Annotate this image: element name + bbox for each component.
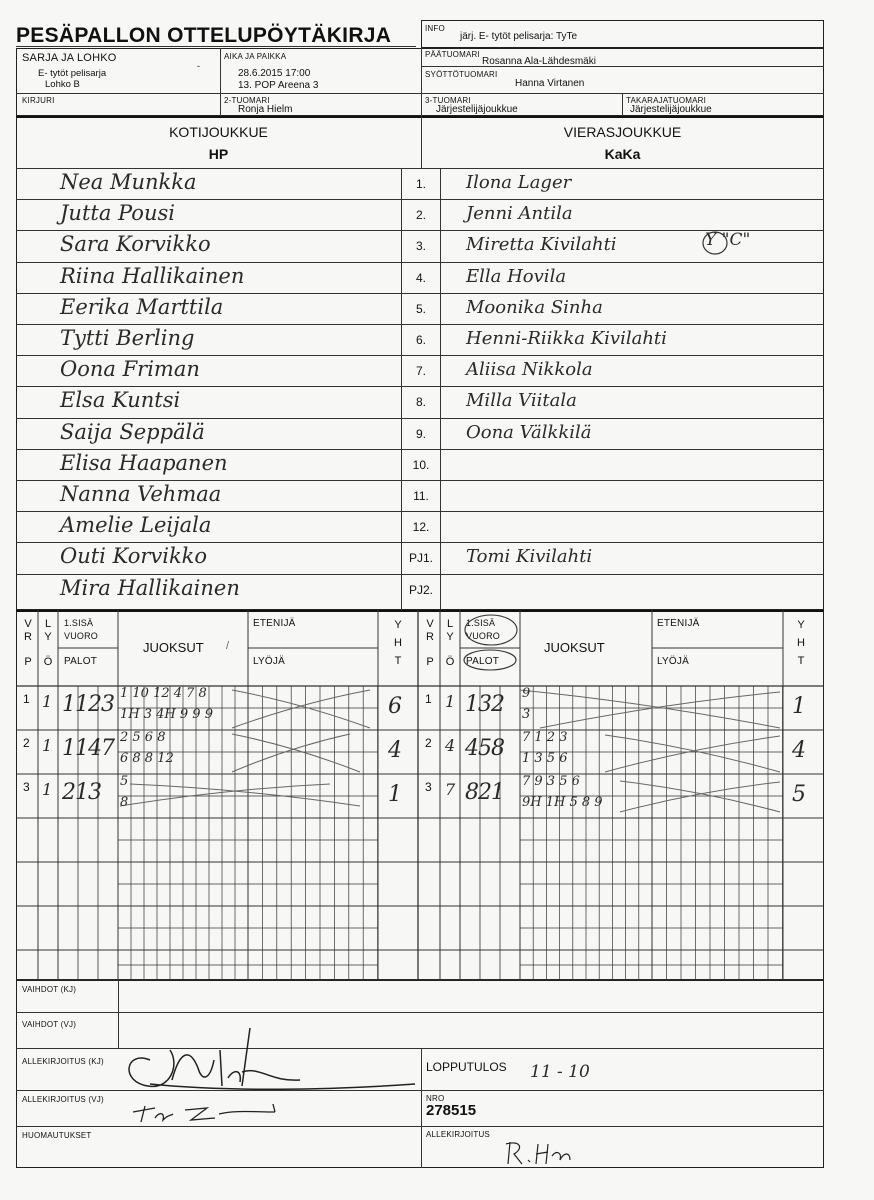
home-player-name: Outi Korvikko — [60, 544, 208, 569]
aika-value: 28.6.2015 17:00 — [238, 68, 311, 79]
home-yht-h: H — [394, 637, 402, 649]
away-palot-entry: 8 — [491, 736, 505, 761]
huomautukset-label: HUOMAUTUKSET — [22, 1131, 92, 1140]
home-runs-top: 2 5 6 8 — [120, 730, 166, 745]
tuomari2-value: Ronja Hielm — [238, 104, 293, 115]
home-player-name: Tytti Berling — [60, 326, 195, 350]
away-player-name: Milla Viitala — [466, 390, 577, 412]
paatuomari-label: PÄÄTUOMARI — [425, 50, 480, 59]
home-palot-entry: 1 — [75, 780, 89, 805]
away-team-name: KaKa — [604, 146, 641, 162]
home-runs-bottom: 6 8 8 12 — [120, 751, 174, 766]
home-inning-l: 1 — [42, 736, 53, 755]
away-player-name: Miretta Kivilahti — [466, 234, 617, 256]
away-yht-h: H — [797, 637, 805, 649]
away-player-name: Tomi Kivilahti — [466, 546, 593, 568]
home-palot-entry: 1 — [75, 692, 89, 717]
taka-label: TAKARAJATUOMARI — [626, 96, 707, 105]
away-y-label: Y — [446, 631, 454, 643]
info-label: INFO — [425, 24, 445, 33]
away-etenija-label: ETENIJÄ — [657, 618, 700, 629]
syotto-label: SYÖTTÖTUOMARI — [425, 70, 498, 79]
roster-number: 4. — [415, 270, 426, 285]
palot-circle — [460, 648, 520, 672]
home-player-name: Riina Hallikainen — [60, 263, 245, 288]
home-yht-value: 6 — [388, 694, 402, 719]
away-palot-entry: 8 — [465, 780, 479, 805]
away-palot-entry: 1 — [491, 780, 505, 805]
sarja-label: SARJA JA LOHKO — [22, 52, 117, 64]
away-runs-bottom: 3 — [522, 707, 531, 722]
vaihdot-vj-label: VAIHDOT (VJ) — [22, 1020, 77, 1029]
away-vuoro-label: VUORO — [466, 631, 501, 641]
away-juoksut-label: JUOKSUT — [544, 640, 605, 655]
info-value: järj. E- tytöt pelisarja: TyTe — [460, 31, 578, 42]
roster-number: 12. — [412, 520, 430, 535]
roster-number: 10. — [412, 457, 430, 472]
home-yht-value: 4 — [388, 738, 402, 763]
nro-label: NRO — [426, 1094, 445, 1103]
away-runs-top: 7 9 3 5 6 — [522, 774, 580, 789]
away-runs-bottom: 9H 1H 5 8 9 — [522, 795, 603, 810]
away-lyoja-label: LYÖJÄ — [657, 656, 689, 667]
home-juoksut-label: JUOKSUT — [143, 640, 204, 655]
lopputulos-value: 11 - 10 — [530, 1062, 590, 1082]
away-player-name: Ilona Lager — [466, 172, 572, 193]
home-inning-number: 3 — [23, 780, 30, 794]
taka-value: Järjestelijäjoukkue — [630, 104, 712, 115]
away-yht-y: Y — [797, 619, 805, 631]
away-palot-entry: 5 — [478, 736, 492, 761]
home-r-label: R — [24, 631, 32, 643]
roster-number: 6. — [415, 333, 426, 347]
home-y-label: Y — [44, 631, 52, 643]
away-inning-l: 4 — [445, 736, 456, 755]
away-player-name: Aliisa Nikkola — [466, 359, 593, 381]
home-inning-l: 1 — [42, 780, 53, 799]
home-palot-entry: 3 — [101, 692, 115, 717]
away-runs-bottom: 1 3 5 6 — [522, 751, 568, 766]
captain-mark: Y "C" — [705, 230, 751, 250]
signature-kj — [110, 1020, 420, 1095]
signature-vj — [125, 1098, 295, 1126]
vuoro-circle — [462, 612, 520, 648]
syotto-value: Hanna Virtanen — [515, 78, 585, 89]
home-runs-top: 5 — [120, 774, 129, 789]
home-sisa-label: 1.SISÄ — [64, 618, 94, 628]
home-p-label: P — [24, 656, 32, 668]
roster-number: 11. — [413, 489, 429, 503]
away-inning-l: 7 — [445, 780, 456, 799]
away-r-label: R — [426, 631, 434, 643]
home-o-label: Ö — [43, 656, 53, 668]
home-l-label: L — [44, 618, 52, 630]
vaihdot-kj-label: VAIHDOT (KJ) — [22, 985, 77, 994]
home-palot-entry: 3 — [88, 780, 102, 805]
home-player-name: Nea Munkka — [60, 170, 197, 194]
away-yht-value: 1 — [792, 694, 806, 719]
home-palot-entry: 7 — [101, 736, 115, 761]
home-player-name: Elsa Kuntsi — [60, 388, 181, 413]
away-v-label: V — [426, 618, 434, 630]
sarja-value: E- tytöt pelisarja — [38, 68, 107, 79]
home-palot-label: PALOT — [64, 656, 98, 667]
away-inning-number: 1 — [425, 692, 432, 706]
roster-number: 9. — [415, 426, 426, 441]
away-palot-entry: 2 — [478, 780, 492, 805]
home-inning-l: 1 — [42, 692, 53, 711]
away-player-name: Moonika Sinha — [466, 296, 603, 318]
tuomari2-label: 2-TUOMARI — [224, 96, 270, 105]
away-o-label: Ö — [445, 656, 455, 668]
roster-number: PJ2. — [408, 582, 433, 597]
home-palot-entry: 2 — [88, 692, 102, 717]
home-etenija-label: ETENIJÄ — [253, 618, 296, 629]
home-runs-bottom: 8 — [120, 795, 129, 810]
home-palot-entry: 1 — [75, 736, 89, 761]
away-player-name: Oona Välkkilä — [466, 421, 592, 443]
home-v-label: V — [24, 618, 32, 630]
away-yht-value: 4 — [792, 738, 806, 763]
away-player-name: Ella Hovila — [466, 265, 567, 287]
away-yht-value: 5 — [792, 782, 806, 807]
away-p-label: P — [426, 656, 434, 668]
roster-number: 5. — [415, 301, 426, 316]
home-palot-entry: 1 — [62, 692, 76, 717]
lohko-value: Lohko B — [45, 79, 80, 90]
home-palot-entry: 4 — [88, 736, 102, 761]
home-runs-bottom: 1H 3 4H 9 9 9 — [120, 707, 213, 722]
tuomari3-label: 3-TUOMARI — [425, 96, 471, 105]
home-palot-entry: 1 — [62, 736, 76, 761]
home-inning-number: 1 — [23, 692, 30, 706]
home-player-name: Oona Friman — [60, 357, 200, 382]
away-l-label: L — [446, 618, 454, 630]
away-inning-number: 3 — [425, 780, 432, 794]
away-palot-entry: 4 — [465, 736, 479, 761]
roster-number: 7. — [415, 364, 426, 379]
home-player-name: Elisa Haapanen — [60, 450, 228, 475]
roster-number: 2. — [415, 208, 426, 223]
form-title: PESÄPALLON OTTELUPÖYTÄKIRJA — [16, 24, 392, 47]
away-inning-number: 2 — [425, 736, 432, 750]
lopputulos-label: LOPPUTULOS — [426, 1060, 507, 1074]
away-yht-t: T — [797, 655, 805, 667]
roster-number: PJ1. — [408, 551, 433, 566]
away-runs-top: 9 — [522, 686, 531, 701]
home-player-name: Saija Seppälä — [60, 419, 205, 444]
nro-value: 278515 — [426, 1102, 477, 1119]
home-player-name: Mira Hallikainen — [60, 575, 240, 600]
home-lyoja-label: LYÖJÄ — [253, 656, 285, 667]
home-palot-entry: 2 — [62, 780, 76, 805]
roster-number: 1. — [415, 177, 426, 191]
signature-referee — [500, 1136, 590, 1168]
away-runs-top: 7 1 2 3 — [522, 730, 568, 745]
roster-number: 3. — [415, 239, 426, 254]
sarja-mark: - — [197, 61, 200, 71]
away-inning-l: 1 — [445, 692, 456, 711]
home-team-label: KOTIJOUKKUE — [169, 124, 268, 140]
home-yht-y: Y — [394, 619, 402, 631]
away-palot-entry: 3 — [478, 692, 492, 717]
allekirjoitus-kj-label: ALLEKIRJOITUS (KJ) — [22, 1057, 104, 1066]
home-yht-t: T — [394, 655, 402, 667]
kirjuri-label: KIRJURI — [22, 96, 55, 105]
aika-label: AIKA JA PAIKKA — [224, 52, 287, 61]
away-player-name: Jenni Antila — [466, 203, 573, 225]
home-yht-value: 1 — [388, 782, 402, 807]
home-player-name: Jutta Pousi — [60, 201, 175, 226]
away-palot-entry: 1 — [465, 692, 479, 717]
home-player-name: Nanna Vehmaa — [60, 482, 222, 506]
home-player-name: Sara Korvikko — [60, 232, 211, 257]
away-palot-label: PALOT — [466, 656, 500, 667]
home-player-name: Eerika Marttila — [60, 294, 224, 319]
home-player-name: Amelie Leijala — [60, 513, 212, 538]
home-runs-top: 1 10 12 4 7 8 — [120, 686, 207, 701]
paikka-value: 13. POP Areena 3 — [238, 80, 319, 91]
away-team-label: VIERASJOUKKUE — [563, 124, 682, 140]
home-inning-number: 2 — [23, 736, 30, 750]
tuomari3-value: Järjestelijäjoukkue — [436, 104, 518, 115]
allekirjoitus-label: ALLEKIRJOITUS — [426, 1130, 490, 1139]
home-juoksut-slash: / — [226, 640, 230, 652]
home-vuoro-label: VUORO — [64, 631, 99, 641]
allekirjoitus-vj-label: ALLEKIRJOITUS (VJ) — [22, 1095, 104, 1104]
away-player-name: Henni-Riikka Kivilahti — [466, 328, 667, 349]
home-team-name: HP — [208, 146, 229, 162]
roster-number: 8. — [415, 395, 426, 410]
paatuomari-value: Rosanna Ala-Lähdesmäki — [482, 56, 596, 67]
away-sisa-label: 1.SISÄ — [466, 618, 496, 628]
away-palot-entry: 2 — [491, 692, 505, 717]
